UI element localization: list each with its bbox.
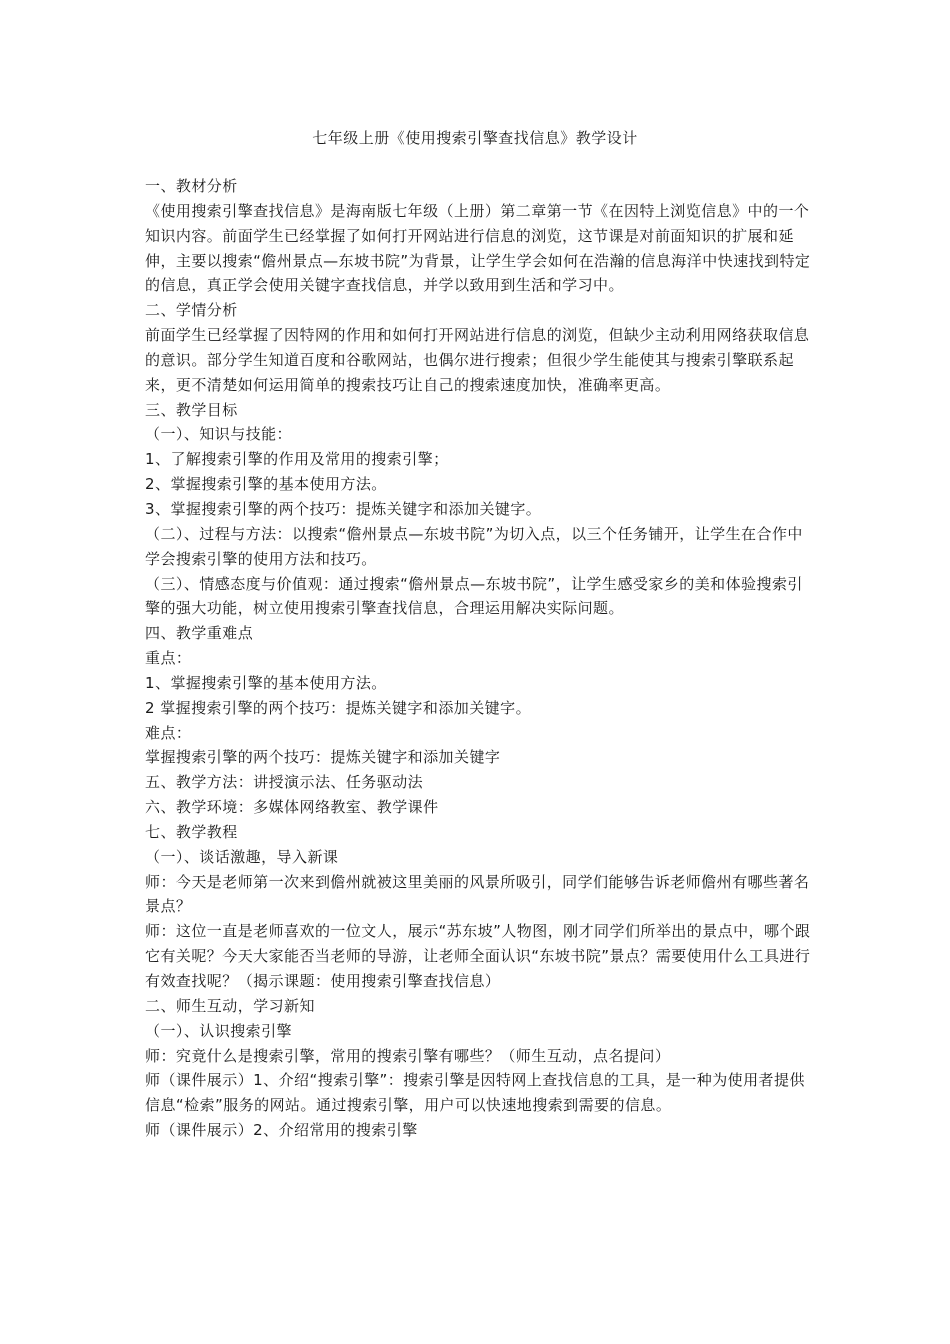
section-heading: 二、师生互动，学习新知 xyxy=(145,996,315,1015)
document-title: 七年级上册《使用搜索引擎查找信息》教学设计 xyxy=(312,129,638,147)
document-body xyxy=(145,174,815,1143)
paragraph: 师：今天是老师第一次来到儋州就被这里美丽的风景所吸引，同学们能够告诉老师儋州有哪些著名景点？ xyxy=(145,872,810,916)
paragraph: 师：究竟什么是搜索引擎，常用的搜索引擎有哪些？（师生互动，点名提问） xyxy=(145,1046,671,1065)
subsection-heading: （一）、知识与技能： xyxy=(145,425,293,444)
subsection-heading: 重点： xyxy=(145,649,192,668)
paragraph: 掌握搜索引擎的两个技巧：提炼关键字和添加关键字 xyxy=(145,748,501,767)
paragraph: 《使用搜索引擎查找信息》是海南版七年级（上册）第二章第一节《在因特上浏览信息》中的一个知识内容。前面学生已经掌握了如何打开网站进行信息的浏览，这节课是对前面知识的扩展和延伸，主要以搜索“儋州景点—东坡书院”为背景，让学生学会如何在浩瀚的信息海洋中快速找到特定的信息，真正学会使用关键字查找信息，并学以致用到生活和学习中。 xyxy=(145,201,811,295)
list-item: 2、掌握搜索引擎的基本使用方法。 xyxy=(145,475,387,494)
section-heading: 一、教材分析 xyxy=(145,177,238,195)
section-heading: 五、教学方法：讲授演示法、任务驱动法 xyxy=(145,773,424,792)
paragraph: （二）、过程与方法：以搜索“儋州景点—东坡书院”为切入点，以三个任务铺开，让学生在合作中学会搜索引擎的使用方法和技巧。 xyxy=(145,524,803,568)
section-heading: 七、教学教程 xyxy=(145,822,238,841)
list-item: 2 掌握搜索引擎的两个技巧：提炼关键字和添加关键字。 xyxy=(145,698,532,717)
list-item: 1、掌握搜索引擎的基本使用方法。 xyxy=(145,673,387,692)
section-heading: 四、教学重难点 xyxy=(145,624,254,643)
paragraph: 师：这位一直是老师喜欢的一位文人，展示“苏东坡”人物图，刚才同学们所举出的景点中，哪个跟它有关呢？今天大家能否当老师的导游，让老师全面认识“东坡书院”景点？需要使用什么工具进行有效查找呢？（揭示课题：使用搜索引擎查找信息） xyxy=(145,922,811,990)
paragraph: （三）、情感态度与价值观：通过搜索“儋州景点—东坡书院”，让学生感受家乡的美和体验搜索引擎的强大功能，树立使用搜索引擎查找信息，合理运用解决实际问题。 xyxy=(145,574,803,618)
section-heading: 三、教学目标 xyxy=(145,400,238,419)
section-heading: 二、学情分析 xyxy=(145,301,238,320)
paragraph: 前面学生已经掌握了因特网的作用和如何打开网站进行信息的浏览，但缺少主动利用网络获取信息的意识。部分学生知道百度和谷歌网站，也偶尔进行搜索；但很少学生能使其与搜索引擎联系起来，更不清楚如何运用简单的搜索技巧让自己的搜索速度加快，准确率更高。 xyxy=(145,326,810,394)
subsection-heading: （一）、谈话激趣，导入新课 xyxy=(145,847,339,866)
subsection-heading: 难点： xyxy=(145,723,192,742)
list-item: 1、了解搜索引擎的作用及常用的搜索引擎； xyxy=(145,450,449,469)
list-item: 3、掌握搜索引擎的两个技巧：提炼关键字和添加关键字。 xyxy=(145,499,542,518)
section-heading: 六、教学环境：多媒体网络教室、教学课件 xyxy=(145,798,439,817)
paragraph: 师（课件展示）2、介绍常用的搜索引擎 xyxy=(145,1121,418,1140)
paragraph: 师（课件展示）1、介绍“搜索引擎”：搜索引擎是因特网上查找信息的工具，是一种为使用者提供信息“检索”服务的网站。通过搜索引擎，用户可以快速地搜索到需要的信息。 xyxy=(145,1071,805,1115)
subsection-heading: （一）、认识搜索引擎 xyxy=(145,1021,293,1040)
